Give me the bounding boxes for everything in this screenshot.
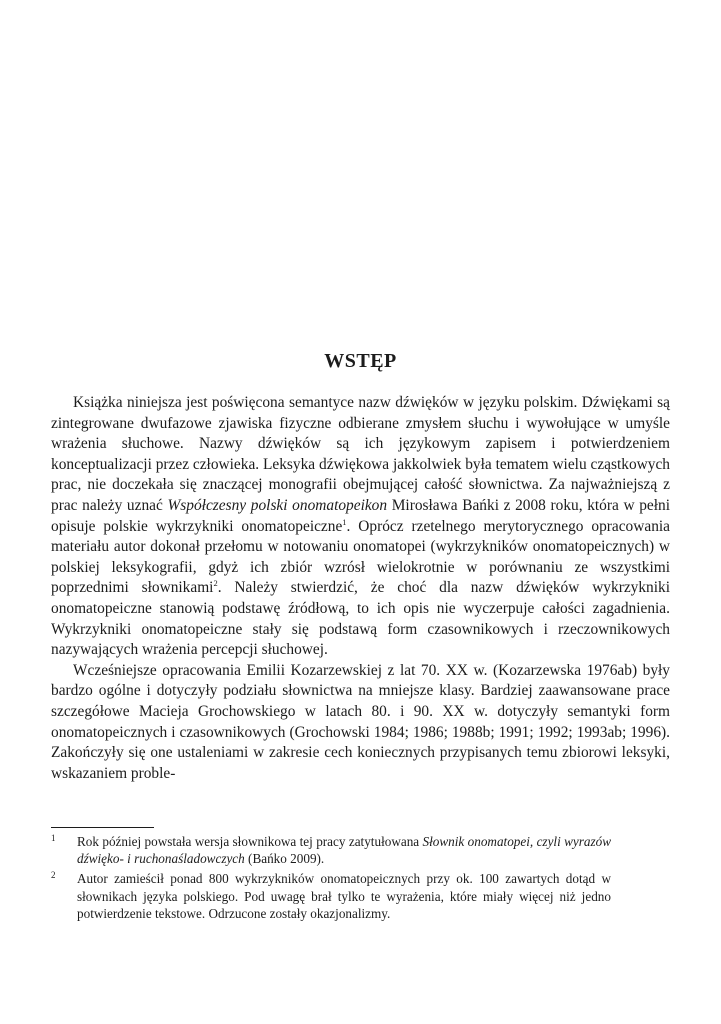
- footnote-1-text: Rok później powstała wersja słownikowa tej pracy zatytułowana: [77, 834, 420, 849]
- footnote-ref-1[interactable]: 1: [342, 516, 347, 527]
- footnote-1-source: (Bańko 2009).: [248, 851, 325, 867]
- paragraph-1-part-2: Mirosława Bańki z 2008 roku, która w pełni opisuje polskie wykrzykniki onomatopeiczne: [51, 496, 671, 535]
- footnote-ref-2[interactable]: 2: [213, 578, 218, 589]
- paragraph-2: Wcześniejsze opracowania Emilii Kozarzewskiej z lat 70. XX w. (Kozarzewska 1976ab) były bardzo ogólne i dotyczyły podziału słownictwa na mniejsze klasy. Bardziej zaawansowane prace szczegółowe Macieja Grochowskiego w latach 80. i 90. XX w. dotyczyły semantyki form onomatopeicznych i czasownikowych (Grochowski 1984; 1986; 1988b; 1991; 1992; 1993ab; 1996). Zakończyły się one ustaleniami w zakresie cech koniecznych przypisanych temu zbiorowi leksyki, wskazaniem proble-: [51, 661, 670, 782]
- body-text: [51, 393, 670, 784]
- paragraph-1-part-1: Książka niniejsza jest poświęcona semantyce nazw dźwięków w języku polskim. Dźwiękami są zintegrowane dwufazowe zjawiska fizyczne odbierane zmysłem słuchu i wywołujące w umyśle wrażenia słuchowe. Nazwy dźwięków są ich językowym zapisem i potwierdzeniem konceptualizacji przez człowieka. Leksyka dźwiękowa jakkolwiek była tematem wielu cząstkowych prac, nie doczekała się znaczącej monografii obejmującej całość słownictwa. Za najważniejszą z prac należy uznać: [51, 394, 670, 514]
- footnotes: [51, 833, 611, 925]
- footnote-1-title: Słownik onomatopei, czyli wyrazów dźwięko- i ruchonaśladowczych: [77, 834, 612, 867]
- footnote-1: [51, 833, 611, 867]
- footnote-1-number: 1: [51, 833, 56, 843]
- footnote-separator: [51, 827, 154, 828]
- paragraph-1-part-4: . Należy stwierdzić, że choć dla nazw dźwięków wykrzykniki onomatopeiczne stanowią podstawę źródłową, to ich opis nie wyczerpuje całości zagadnienia. Wykrzykniki onomatopeiczne stały się podstawą form czasownikowych i rzeczownikowych nazywających wrażenia percepcji słuchowej.: [51, 579, 670, 659]
- footnote-2-number: 2: [51, 870, 56, 881]
- chapter-heading: WSTĘP: [324, 350, 397, 372]
- footnote-2: [51, 870, 611, 922]
- cited-title: Współczesny polski onomatopeikon: [167, 496, 388, 514]
- footnote-2-text: Autor zamieścił ponad 800 wykrzykników onomatopeicznych przy ok. 100 zawartych dotąd w słownikach języka polskiego. Pod uwagę brał tylko te wyrażenia, które miały więcej niż jedno potwierdzenie tekstowe. Odrzucone zostały okazjonalizmy.: [77, 871, 611, 921]
- paragraph-1-part-3: . Oprócz rzetelnego merytorycznego opracowania materiału autor dokonał przełomu w notowaniu onomatopei (wykrzykników onomatopeicznych) w polskiej leksykografii, gdyż ich zbiór wzrósł wielokrotnie w porównaniu ze wszystkimi poprzednimi słownikami: [51, 517, 670, 597]
- paragraph-1: [51, 393, 670, 661]
